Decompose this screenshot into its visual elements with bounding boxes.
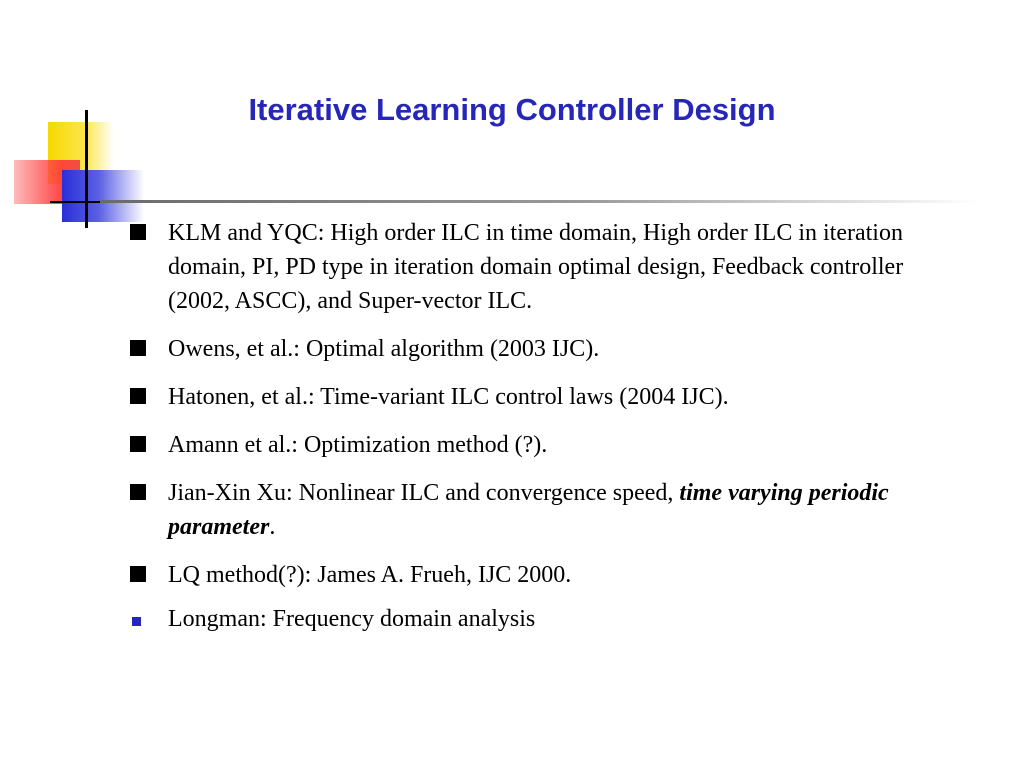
square-bullet-icon <box>130 566 146 582</box>
bullet-text: Hatonen, et al.: Time-variant ILC control laws (2004 IJC). <box>168 384 729 410</box>
slide-title: Iterative Learning Controller Design <box>248 92 776 127</box>
square-bullet-icon <box>130 388 146 404</box>
bullet-item-1 <box>130 216 960 318</box>
logo-blue-square <box>62 170 144 222</box>
bullet-text <box>168 480 889 540</box>
small-square-bullet-icon <box>132 617 141 626</box>
bullet-item-5 <box>130 476 960 544</box>
bullet-text: Longman: Frequency domain analysis <box>168 606 536 632</box>
square-bullet-icon <box>130 340 146 356</box>
bullet-item-7 <box>130 602 960 636</box>
bullet-item-4 <box>130 428 960 462</box>
bullet-text-after: . <box>269 514 276 540</box>
bullet-item-3 <box>130 380 960 414</box>
square-bullet-icon <box>130 484 146 500</box>
bullet-list <box>130 216 960 650</box>
bullet-text: Owens, et al.: Optimal algorithm (2003 IJC). <box>168 336 600 362</box>
bullet-emphasis: time varying periodic parameter <box>168 480 889 540</box>
title-divider <box>100 200 980 203</box>
square-bullet-icon <box>130 224 146 240</box>
bullet-item-2 <box>130 332 960 366</box>
bullet-text: LQ method(?): James A. Frueh, IJC 2000. <box>168 562 572 588</box>
bullet-text: KLM and YQC: High order ILC in time domain, High order ILC in iteration domain, PI, PD type in iteration domain optimal design, Feedback controller (2002, ASCC), and Super-vector ILC. <box>168 220 904 314</box>
bullet-text-before: Jian-Xin Xu: Nonlinear ILC and convergence speed, <box>168 480 680 506</box>
bullet-text: Amann et al.: Optimization method (?). <box>168 432 548 458</box>
bullet-item-6 <box>130 558 960 592</box>
logo-vertical-line <box>85 110 88 228</box>
square-bullet-icon <box>130 436 146 452</box>
